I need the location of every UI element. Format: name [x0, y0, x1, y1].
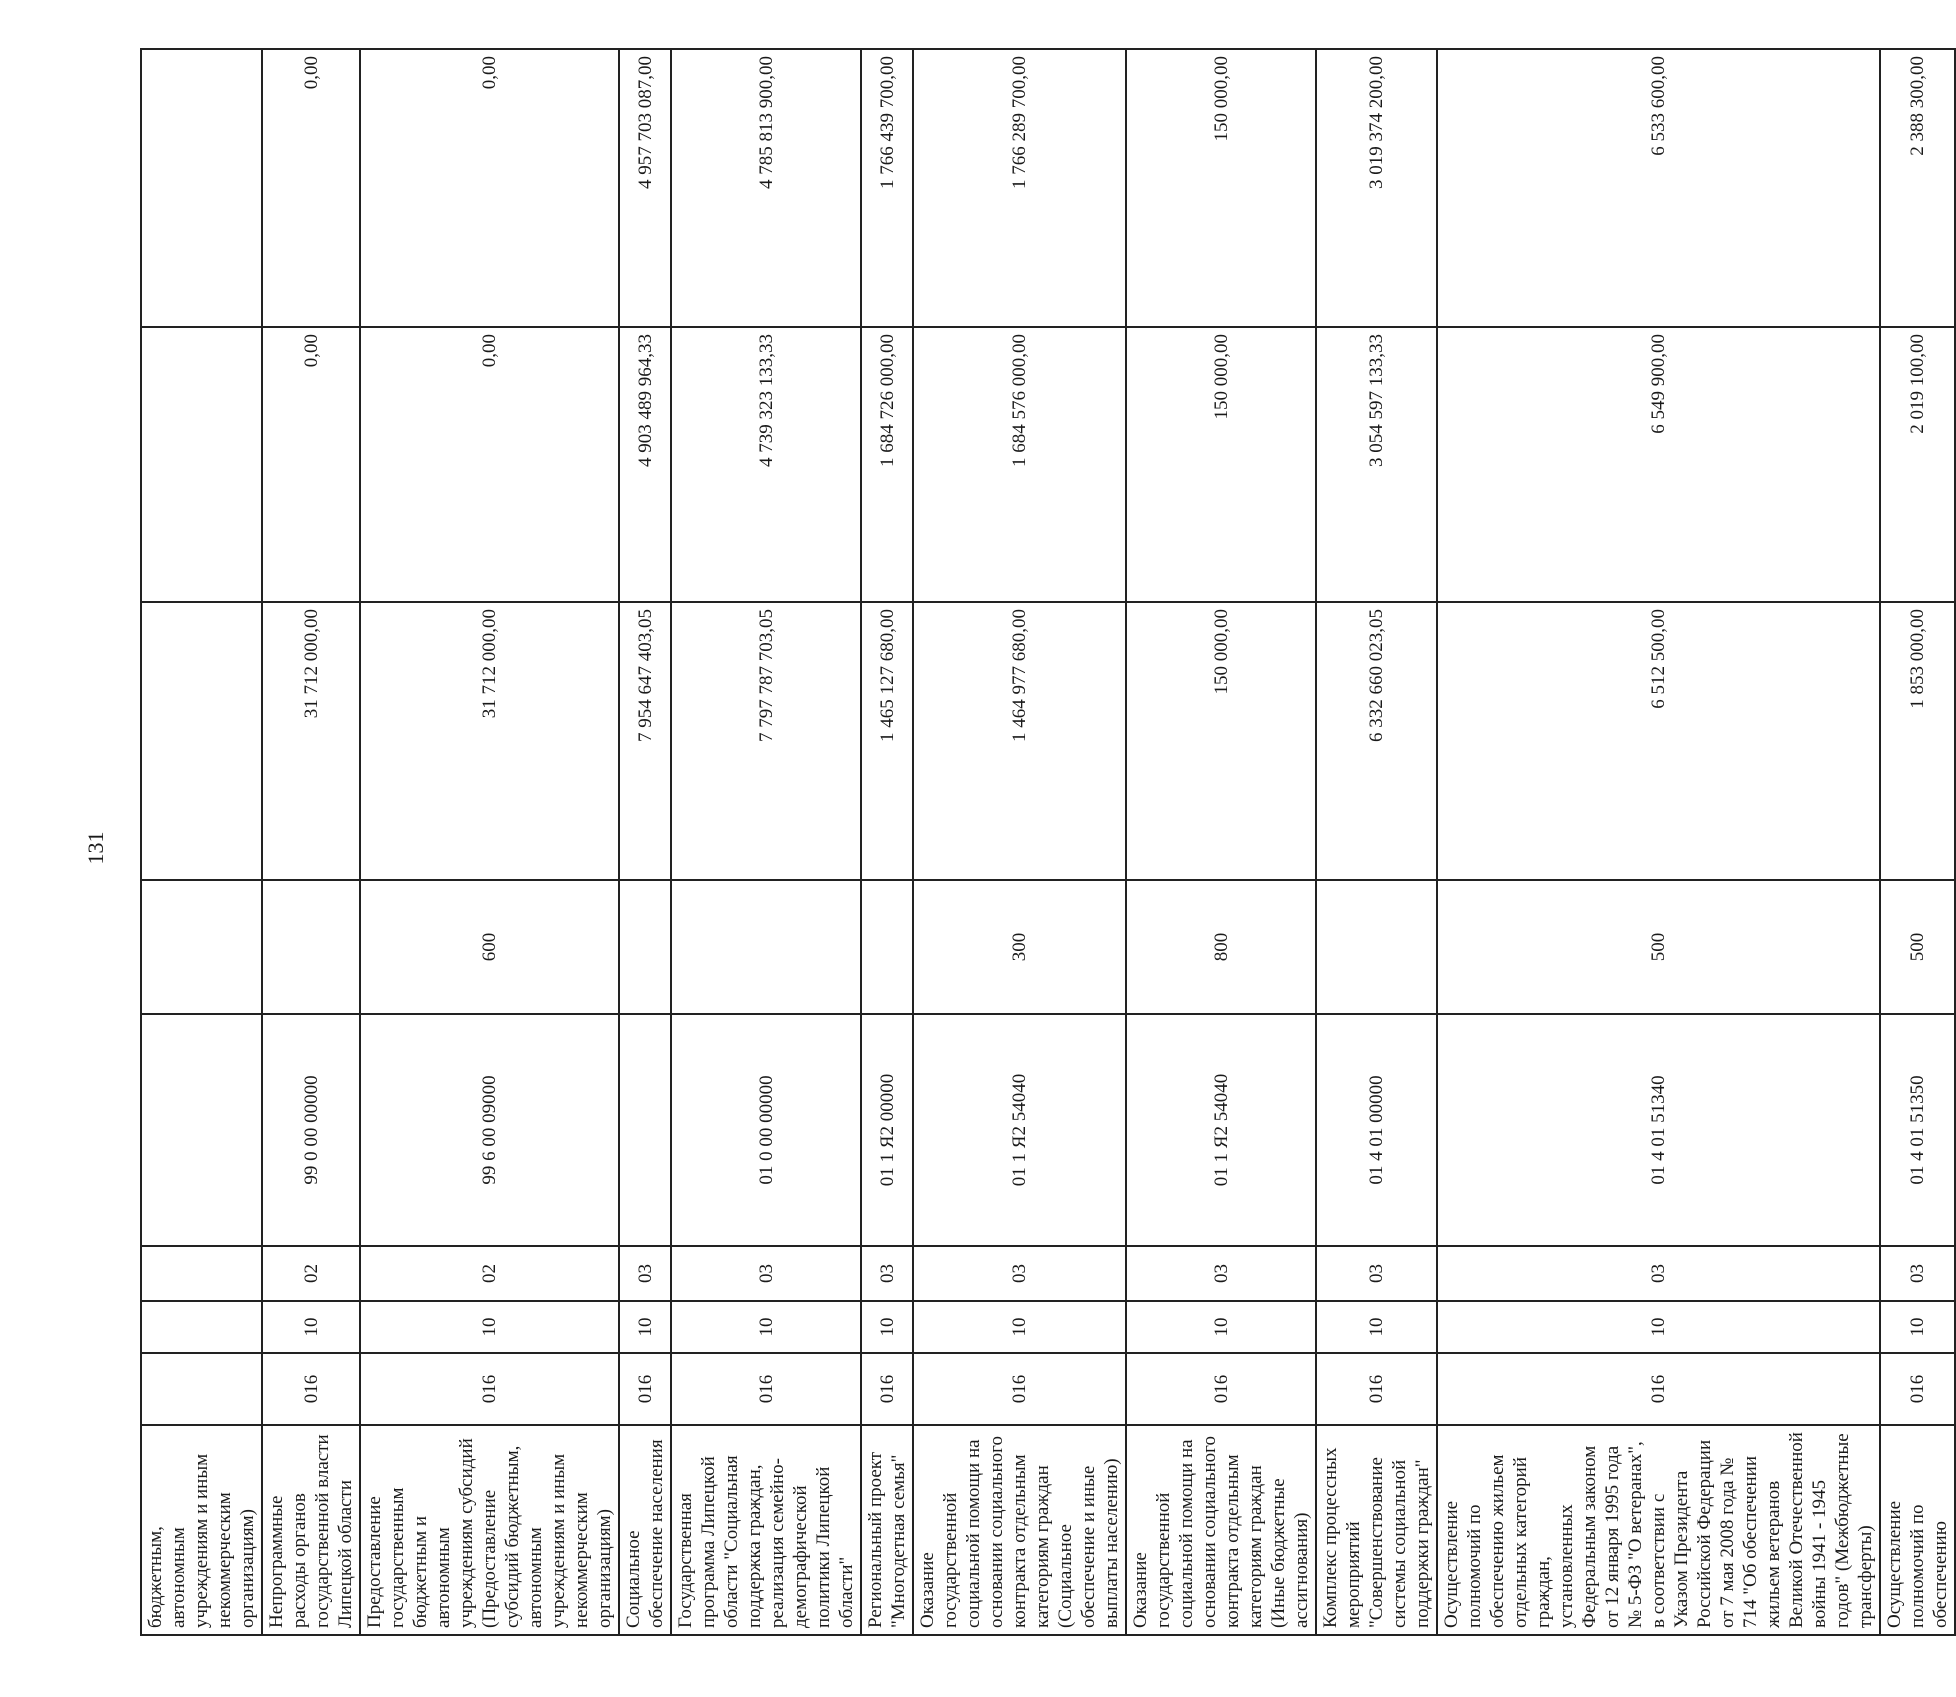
cell-expense-type	[671, 880, 861, 1014]
cell-expense-type	[141, 880, 262, 1014]
cell-sum-2: 0,00	[262, 327, 360, 602]
cell-admin-code: 016	[913, 1353, 1126, 1425]
cell-section: 10	[262, 1301, 360, 1353]
cell-sum-2: 150 000,00	[1126, 327, 1316, 602]
table-row	[861, 49, 913, 1635]
cell-subsection: 03	[1880, 1246, 1955, 1301]
cell-name: Комплекс процессных мероприятий "Совершенствование системы социальной поддержки граждан"	[1316, 1425, 1437, 1635]
rotated-table-container	[140, 56, 1951, 1636]
cell-name: Государственная программа Липецкой области "Социальная поддержка граждан, реализация семейно-демографической политики Липецкой области"	[671, 1425, 861, 1635]
cell-name: Оказание государственной социальной помощи на основании социального контракта отдельным категориям граждан (Иные бюджетные ассигнования)	[1126, 1425, 1316, 1635]
cell-sum-2: 1 684 726 000,00	[861, 327, 913, 602]
cell-name: Осуществление полномочий по обеспечению	[1880, 1425, 1955, 1635]
cell-sum-1: 7 954 647 403,05	[619, 602, 671, 880]
cell-sum-1: 6 512 500,00	[1437, 602, 1880, 880]
cell-sum-3: 1 766 439 700,00	[861, 49, 913, 327]
cell-target-article: 99 0 00 00000	[262, 1014, 360, 1246]
cell-section: 10	[671, 1301, 861, 1353]
cell-expense-type	[861, 880, 913, 1014]
cell-sum-3: 1 766 289 700,00	[913, 49, 1126, 327]
cell-sum-2: 3 054 597 133,33	[1316, 327, 1437, 602]
cell-sum-1: 31 712 000,00	[262, 602, 360, 880]
cell-sum-3	[141, 49, 262, 327]
cell-expense-type	[262, 880, 360, 1014]
cell-target-article: 01 0 00 00000	[671, 1014, 861, 1246]
cell-admin-code: 016	[1437, 1353, 1880, 1425]
cell-sum-1: 6 332 660 023,05	[1316, 602, 1437, 880]
table-row	[1437, 49, 1880, 1635]
cell-subsection: 03	[913, 1246, 1126, 1301]
cell-section	[141, 1301, 262, 1353]
cell-sum-3: 0,00	[360, 49, 619, 327]
cell-admin-code: 016	[1126, 1353, 1316, 1425]
cell-name: Оказание государственной социальной помощи на основании социального контракта отдельным категориям граждан (Социальное обеспечение и иные выплаты населению)	[913, 1425, 1126, 1635]
cell-sum-3: 0,00	[262, 49, 360, 327]
cell-target-article: 01 4 01 00000	[1316, 1014, 1437, 1246]
cell-expense-type: 300	[913, 880, 1126, 1014]
cell-sum-1: 31 712 000,00	[360, 602, 619, 880]
table-row	[1126, 49, 1316, 1635]
cell-sum-2: 4 903 489 964,33	[619, 327, 671, 602]
cell-target-article: 01 1 Я2 00000	[861, 1014, 913, 1246]
cell-sum-3: 3 019 374 200,00	[1316, 49, 1437, 327]
cell-sum-2: 2 019 100,00	[1880, 327, 1955, 602]
cell-admin-code: 016	[262, 1353, 360, 1425]
cell-subsection	[141, 1246, 262, 1301]
cell-expense-type: 500	[1437, 880, 1880, 1014]
cell-admin-code: 016	[1880, 1353, 1955, 1425]
cell-section: 10	[1126, 1301, 1316, 1353]
cell-subsection: 02	[262, 1246, 360, 1301]
cell-sum-3: 4 957 703 087,00	[619, 49, 671, 327]
cell-expense-type	[1316, 880, 1437, 1014]
cell-name: Социальное обеспечение населения	[619, 1425, 671, 1635]
cell-sum-2: 0,00	[360, 327, 619, 602]
cell-subsection: 03	[1316, 1246, 1437, 1301]
cell-expense-type: 600	[360, 880, 619, 1014]
cell-section: 10	[1880, 1301, 1955, 1353]
cell-sum-1: 1 853 000,00	[1880, 602, 1955, 880]
cell-sum-3: 6 533 600,00	[1437, 49, 1880, 327]
cell-subsection: 03	[619, 1246, 671, 1301]
cell-name: Предоставление государственным бюджетным и автономным учреждениям субсидий (Предоставление субсидий бюджетным, автономным учреждениям и иным некоммерческим организациям)	[360, 1425, 619, 1635]
table-row	[141, 49, 262, 1635]
cell-target-article: 01 1 Я2 54040	[913, 1014, 1126, 1246]
cell-sum-2: 1 684 576 000,00	[913, 327, 1126, 602]
cell-name: Непрограммные расходы органов государственной власти Липецкой области	[262, 1425, 360, 1635]
cell-sum-3: 2 388 300,00	[1880, 49, 1955, 327]
cell-expense-type: 800	[1126, 880, 1316, 1014]
cell-sum-2: 4 739 323 133,33	[671, 327, 861, 602]
cell-admin-code: 016	[360, 1353, 619, 1425]
cell-target-article: 01 4 01 51340	[1437, 1014, 1880, 1246]
cell-sum-3: 150 000,00	[1126, 49, 1316, 327]
table-wrapper	[140, 56, 1951, 1636]
table-row	[671, 49, 861, 1635]
cell-section: 10	[619, 1301, 671, 1353]
cell-subsection: 03	[861, 1246, 913, 1301]
cell-name: Осуществление полномочий по обеспечению жильем отдельных категорий граждан, установленных Федеральным законом от 12 января 1995 года № 5-ФЗ "О ветеранах", в соответствии с Указом Президента Российской Федерации от 7 мая 2008 года № 714 "Об обеспечении жильем ветеранов Великой Отечественной войны 1941 - 1945 годов" (Межбюджетные трансферты)	[1437, 1425, 1880, 1635]
cell-subsection: 03	[671, 1246, 861, 1301]
cell-name: бюджетным, автономным учреждениям и иным некоммерческим организациям)	[141, 1425, 262, 1635]
table-row	[1880, 49, 1955, 1635]
budget-table	[140, 48, 1956, 1636]
cell-target-article	[141, 1014, 262, 1246]
cell-target-article: 01 1 Я2 54040	[1126, 1014, 1316, 1246]
cell-sum-2: 6 549 900,00	[1437, 327, 1880, 602]
cell-admin-code	[141, 1353, 262, 1425]
page-number: 131	[83, 831, 108, 865]
cell-sum-1: 7 797 787 703,05	[671, 602, 861, 880]
cell-target-article	[619, 1014, 671, 1246]
cell-subsection: 02	[360, 1246, 619, 1301]
cell-name: Региональный проект "Многодетная семья"	[861, 1425, 913, 1635]
cell-sum-1: 150 000,00	[1126, 602, 1316, 880]
cell-admin-code: 016	[1316, 1353, 1437, 1425]
cell-sum-1	[141, 602, 262, 880]
cell-expense-type	[619, 880, 671, 1014]
cell-admin-code: 016	[671, 1353, 861, 1425]
cell-target-article: 01 4 01 51350	[1880, 1014, 1955, 1246]
cell-subsection: 03	[1437, 1246, 1880, 1301]
cell-section: 10	[1437, 1301, 1880, 1353]
cell-admin-code: 016	[619, 1353, 671, 1425]
cell-section: 10	[913, 1301, 1126, 1353]
cell-expense-type: 500	[1880, 880, 1955, 1014]
table-row	[262, 49, 360, 1635]
cell-section: 10	[360, 1301, 619, 1353]
cell-subsection: 03	[1126, 1246, 1316, 1301]
cell-target-article: 99 6 00 09000	[360, 1014, 619, 1246]
cell-section: 10	[861, 1301, 913, 1353]
table-row	[913, 49, 1126, 1635]
cell-sum-1: 1 464 977 680,00	[913, 602, 1126, 880]
table-row	[1316, 49, 1437, 1635]
table-row	[619, 49, 671, 1635]
table-body	[141, 49, 1955, 1635]
cell-sum-2	[141, 327, 262, 602]
cell-section: 10	[1316, 1301, 1437, 1353]
table-row	[360, 49, 619, 1635]
cell-sum-3: 4 785 813 900,00	[671, 49, 861, 327]
cell-sum-1: 1 465 127 680,00	[861, 602, 913, 880]
cell-admin-code: 016	[861, 1353, 913, 1425]
